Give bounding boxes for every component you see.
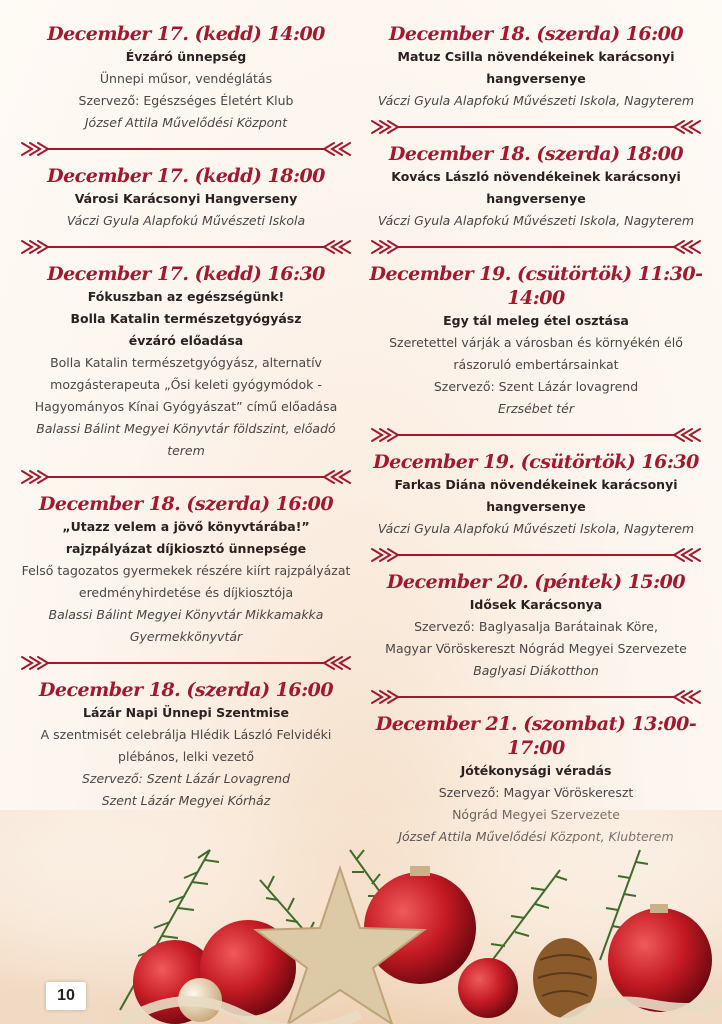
event-item	[18, 22, 354, 134]
event-title: hangversenye	[486, 499, 586, 514]
event-item	[368, 142, 704, 232]
ornamental-divider	[368, 424, 704, 446]
event-title: Bolla Katalin természetgyógyász	[70, 311, 302, 326]
event-description: Ünnepi műsor, vendéglátás	[99, 71, 273, 86]
event-item	[18, 492, 354, 648]
event-date: December 17. (kedd) 18:00	[47, 165, 325, 187]
event-title: Lázár Napi Ünnepi Szentmise	[83, 705, 289, 720]
event-date: December 19. (csütörtök) 11:30-14:00	[369, 263, 703, 309]
event-item	[368, 262, 704, 420]
page-number: 10	[46, 982, 86, 1010]
event-venue: Váczi Gyula Alapfokú Művészeti Iskola, Nagyterem	[377, 213, 695, 228]
event-description: Magyar Vöröskereszt Nógrád Megyei Szervezete	[385, 641, 687, 656]
ornamental-divider	[368, 544, 704, 566]
event-venue: Váczi Gyula Alapfokú Művészeti Iskola, Nagyterem	[377, 93, 695, 108]
event-title: Fókuszban az egészségünk!	[87, 289, 285, 304]
event-description: mozgásterapeuta „Ősi keleti gyógymódok -	[50, 377, 322, 392]
event-date: December 20. (péntek) 15:00	[386, 571, 686, 593]
event-venue: Baglyasi Diákotthon	[473, 663, 599, 678]
event-description: Szervező: Magyar Vöröskereszt	[438, 785, 634, 800]
ornamental-divider	[18, 236, 354, 258]
event-venue: Váczi Gyula Alapfokú Művészeti Iskola	[66, 213, 306, 228]
event-title: évzáró előadása	[128, 333, 244, 348]
event-title: Egy tál meleg étel osztása	[443, 313, 629, 328]
event-item	[368, 570, 704, 682]
event-description: Bolla Katalin természetgyógyász, alternatív	[50, 355, 322, 370]
event-title: Kovács László növendékeinek karácsonyi	[391, 169, 681, 184]
event-description: eredményhirdetése és díjkiosztója	[78, 585, 294, 600]
ornamental-divider	[368, 236, 704, 258]
event-description: Hagyományos Kínai Gyógyászat” című előadása	[34, 399, 338, 414]
ornamental-divider	[368, 686, 704, 708]
event-description: Szeretettel várják a városban és környékén élő	[389, 335, 683, 350]
event-item	[368, 22, 704, 112]
red-ornament	[458, 958, 518, 1018]
event-date: December 18. (szerda) 18:00	[388, 143, 684, 165]
event-title: Évzáró ünnepség	[125, 49, 247, 64]
event-venue: Balassi Bálint Megyei Könyvtár földszint, előadó terem	[36, 421, 336, 458]
event-title: Idősek Karácsonya	[469, 597, 603, 612]
event-title: „Utazz velem a jövő könyvtárába!”	[62, 519, 310, 534]
event-date: December 18. (szerda) 16:00	[38, 493, 334, 515]
left-column	[18, 22, 354, 812]
event-description: Szervező: Egészséges Életért Klub	[78, 93, 294, 108]
event-date: December 18. (szerda) 16:00	[388, 23, 684, 45]
event-item	[18, 164, 354, 232]
event-date: December 17. (kedd) 14:00	[47, 23, 325, 45]
ornamental-divider	[18, 138, 354, 160]
red-ornament	[608, 908, 712, 1012]
event-item	[18, 262, 354, 462]
event-venue: Gyermekkönyvtár	[129, 629, 243, 644]
event-venue: József Attila Művelődési Központ	[84, 115, 288, 130]
event-date: December 17. (kedd) 16:30	[47, 263, 325, 285]
event-venue: Erzsébet tér	[497, 401, 575, 416]
event-description: plébános, lelki vezető	[118, 749, 254, 764]
event-title: rajzpályázat díjkiosztó ünnepsége	[65, 541, 307, 556]
event-description: A szentmisét celebrálja Hlédik László Felvidéki	[40, 727, 332, 742]
event-venue: Balassi Bálint Megyei Könyvtár Mikkamakka	[48, 607, 324, 622]
ornamental-divider	[18, 652, 354, 674]
event-description: Felső tagozatos gyermekek részére kiírt rajzpályázat	[21, 563, 351, 578]
ornamental-divider	[368, 116, 704, 138]
event-title: hangversenye	[486, 71, 586, 86]
event-title: Matuz Csilla növendékeinek karácsonyi	[397, 49, 675, 64]
event-date: December 19. (csütörtök) 16:30	[373, 451, 699, 473]
event-title: Jótékonysági véradás	[460, 763, 612, 778]
event-date: December 18. (szerda) 16:00	[38, 679, 334, 701]
event-venue: Váczi Gyula Alapfokú Művészeti Iskola, Nagyterem	[377, 521, 695, 536]
event-venue: Szent Lázár Megyei Kórház	[101, 793, 271, 808]
right-column	[368, 22, 704, 848]
event-description: Szervező: Baglyasalja Barátainak Köre,	[414, 619, 658, 634]
event-title: Farkas Diána növendékeinek karácsonyi	[394, 477, 678, 492]
event-description: rászoruló embertársainkat	[453, 357, 619, 372]
event-title: Városi Karácsonyi Hangverseny	[74, 191, 298, 206]
ornamental-divider	[18, 466, 354, 488]
event-description: Szervező: Szent Lázár lovagrend	[433, 379, 639, 394]
event-venue: Szervező: Szent Lázár Lovagrend	[81, 771, 291, 786]
event-item	[368, 450, 704, 540]
event-item	[18, 678, 354, 812]
christmas-decoration	[0, 810, 722, 1024]
event-date: December 21. (szombat) 13:00-17:00	[375, 713, 697, 759]
event-title: hangversenye	[486, 191, 586, 206]
